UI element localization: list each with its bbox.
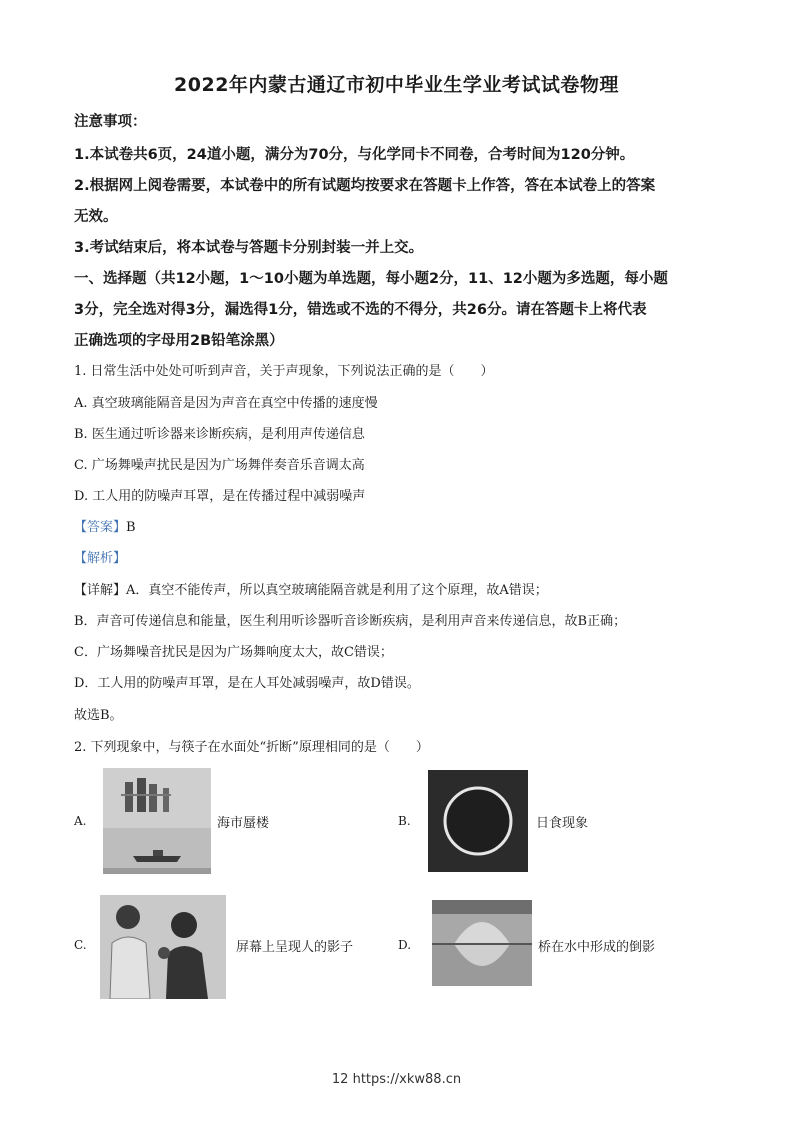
- section-line-3: 正确选项的字母用2B铅笔涂黑）: [74, 333, 284, 349]
- notice-item-3: 3.考试结束后，将本试卷与答题卡分别封装一并上交。: [74, 240, 424, 256]
- q2-option-c-caption: 屏幕上呈现人的影子: [236, 940, 354, 955]
- q1-detail-d: D．工人用的防噪声耳罩，是在人耳处减弱噪声，故D错误。: [74, 676, 420, 691]
- q1-detail-a: [74, 579, 548, 598]
- answer-value: B: [126, 520, 136, 535]
- q1-option-b: B. 医生通过听诊器来诊断疾病，是利用声传递信息: [74, 427, 365, 442]
- detail-tag: 【详解】: [74, 583, 127, 598]
- q2-option-c-letter: C.: [74, 938, 87, 952]
- q1-option-c: C. 广场舞噪声扰民是因为广场舞伴奏音乐音调太高: [74, 458, 365, 473]
- q2-option-d-caption: 桥在水中形成的倒影: [538, 940, 656, 955]
- q1-answer: [74, 516, 136, 535]
- page-footer: 12 https://xkw88.cn: [331, 1072, 462, 1087]
- q1-option-a: A. 真空玻璃能隔音是因为声音在真空中传播的速度慢: [74, 396, 378, 411]
- q1-detail-c: C．广场舞噪音扰民是因为广场舞响度太大，故C错误；: [74, 645, 393, 660]
- shadow-image: [100, 895, 226, 999]
- q2-option-b-caption: 日食现象: [536, 816, 589, 831]
- q2-option-a-letter: A.: [74, 814, 87, 828]
- q1-detail-b: B．声音可传递信息和能量，医生利用听诊器听音诊断疾病，是利用声音来传递信息，故B正确；: [74, 614, 627, 629]
- q1-stem: 1. 日常生活中处处可听到声音，关于声现象，下列说法正确的是（ ）: [74, 364, 494, 379]
- q2-option-b-letter: B.: [398, 814, 411, 828]
- section-line-2: 3分，完全选对得3分，漏选得1分，错选或不选的不得分，共26分。请在答题卡上将代表: [74, 302, 647, 318]
- answer-tag: 【答案】: [74, 520, 127, 535]
- notice-item-2: 2.根据网上阅卷需要，本试卷中的所有试题均按要求在答题卡上作答，答在本试卷上的答案: [74, 178, 656, 194]
- mirage-image: [103, 768, 211, 874]
- q1-option-d: D. 工人用的防噪声耳罩，是在传播过程中减弱噪声: [74, 489, 366, 504]
- q1-conclusion: 故选B。: [74, 708, 123, 723]
- page-title: 2022年内蒙古通辽市初中毕业生学业考试试卷物理: [174, 74, 619, 96]
- bridge-reflection-image: [432, 900, 532, 986]
- q2-stem: 2. 下列现象中，与筷子在水面处“折断”原理相同的是（ ）: [74, 740, 429, 755]
- q2-option-d-letter: D.: [398, 938, 412, 952]
- notice-item-1: 1.本试卷共6页，24道小题，满分为70分，与化学同卡不同卷，合考时间为120分钟。: [74, 147, 635, 163]
- notice-item-2-cont: 无效。: [74, 209, 118, 225]
- eclipse-image: [428, 770, 528, 872]
- notice-heading: 注意事项：: [74, 114, 147, 130]
- section-line-1: 一、选择题（共12小题，1～10小题为单选题，每小题2分，11、12小题为多选题，每小题: [74, 271, 668, 287]
- q2-option-a-caption: 海市蜃楼: [217, 816, 270, 831]
- analysis-tag: 【解析】: [74, 551, 127, 566]
- detail-a-text: A．真空不能传声，所以真空玻璃能隔音就是利用了这个原理，故A错误；: [126, 583, 548, 598]
